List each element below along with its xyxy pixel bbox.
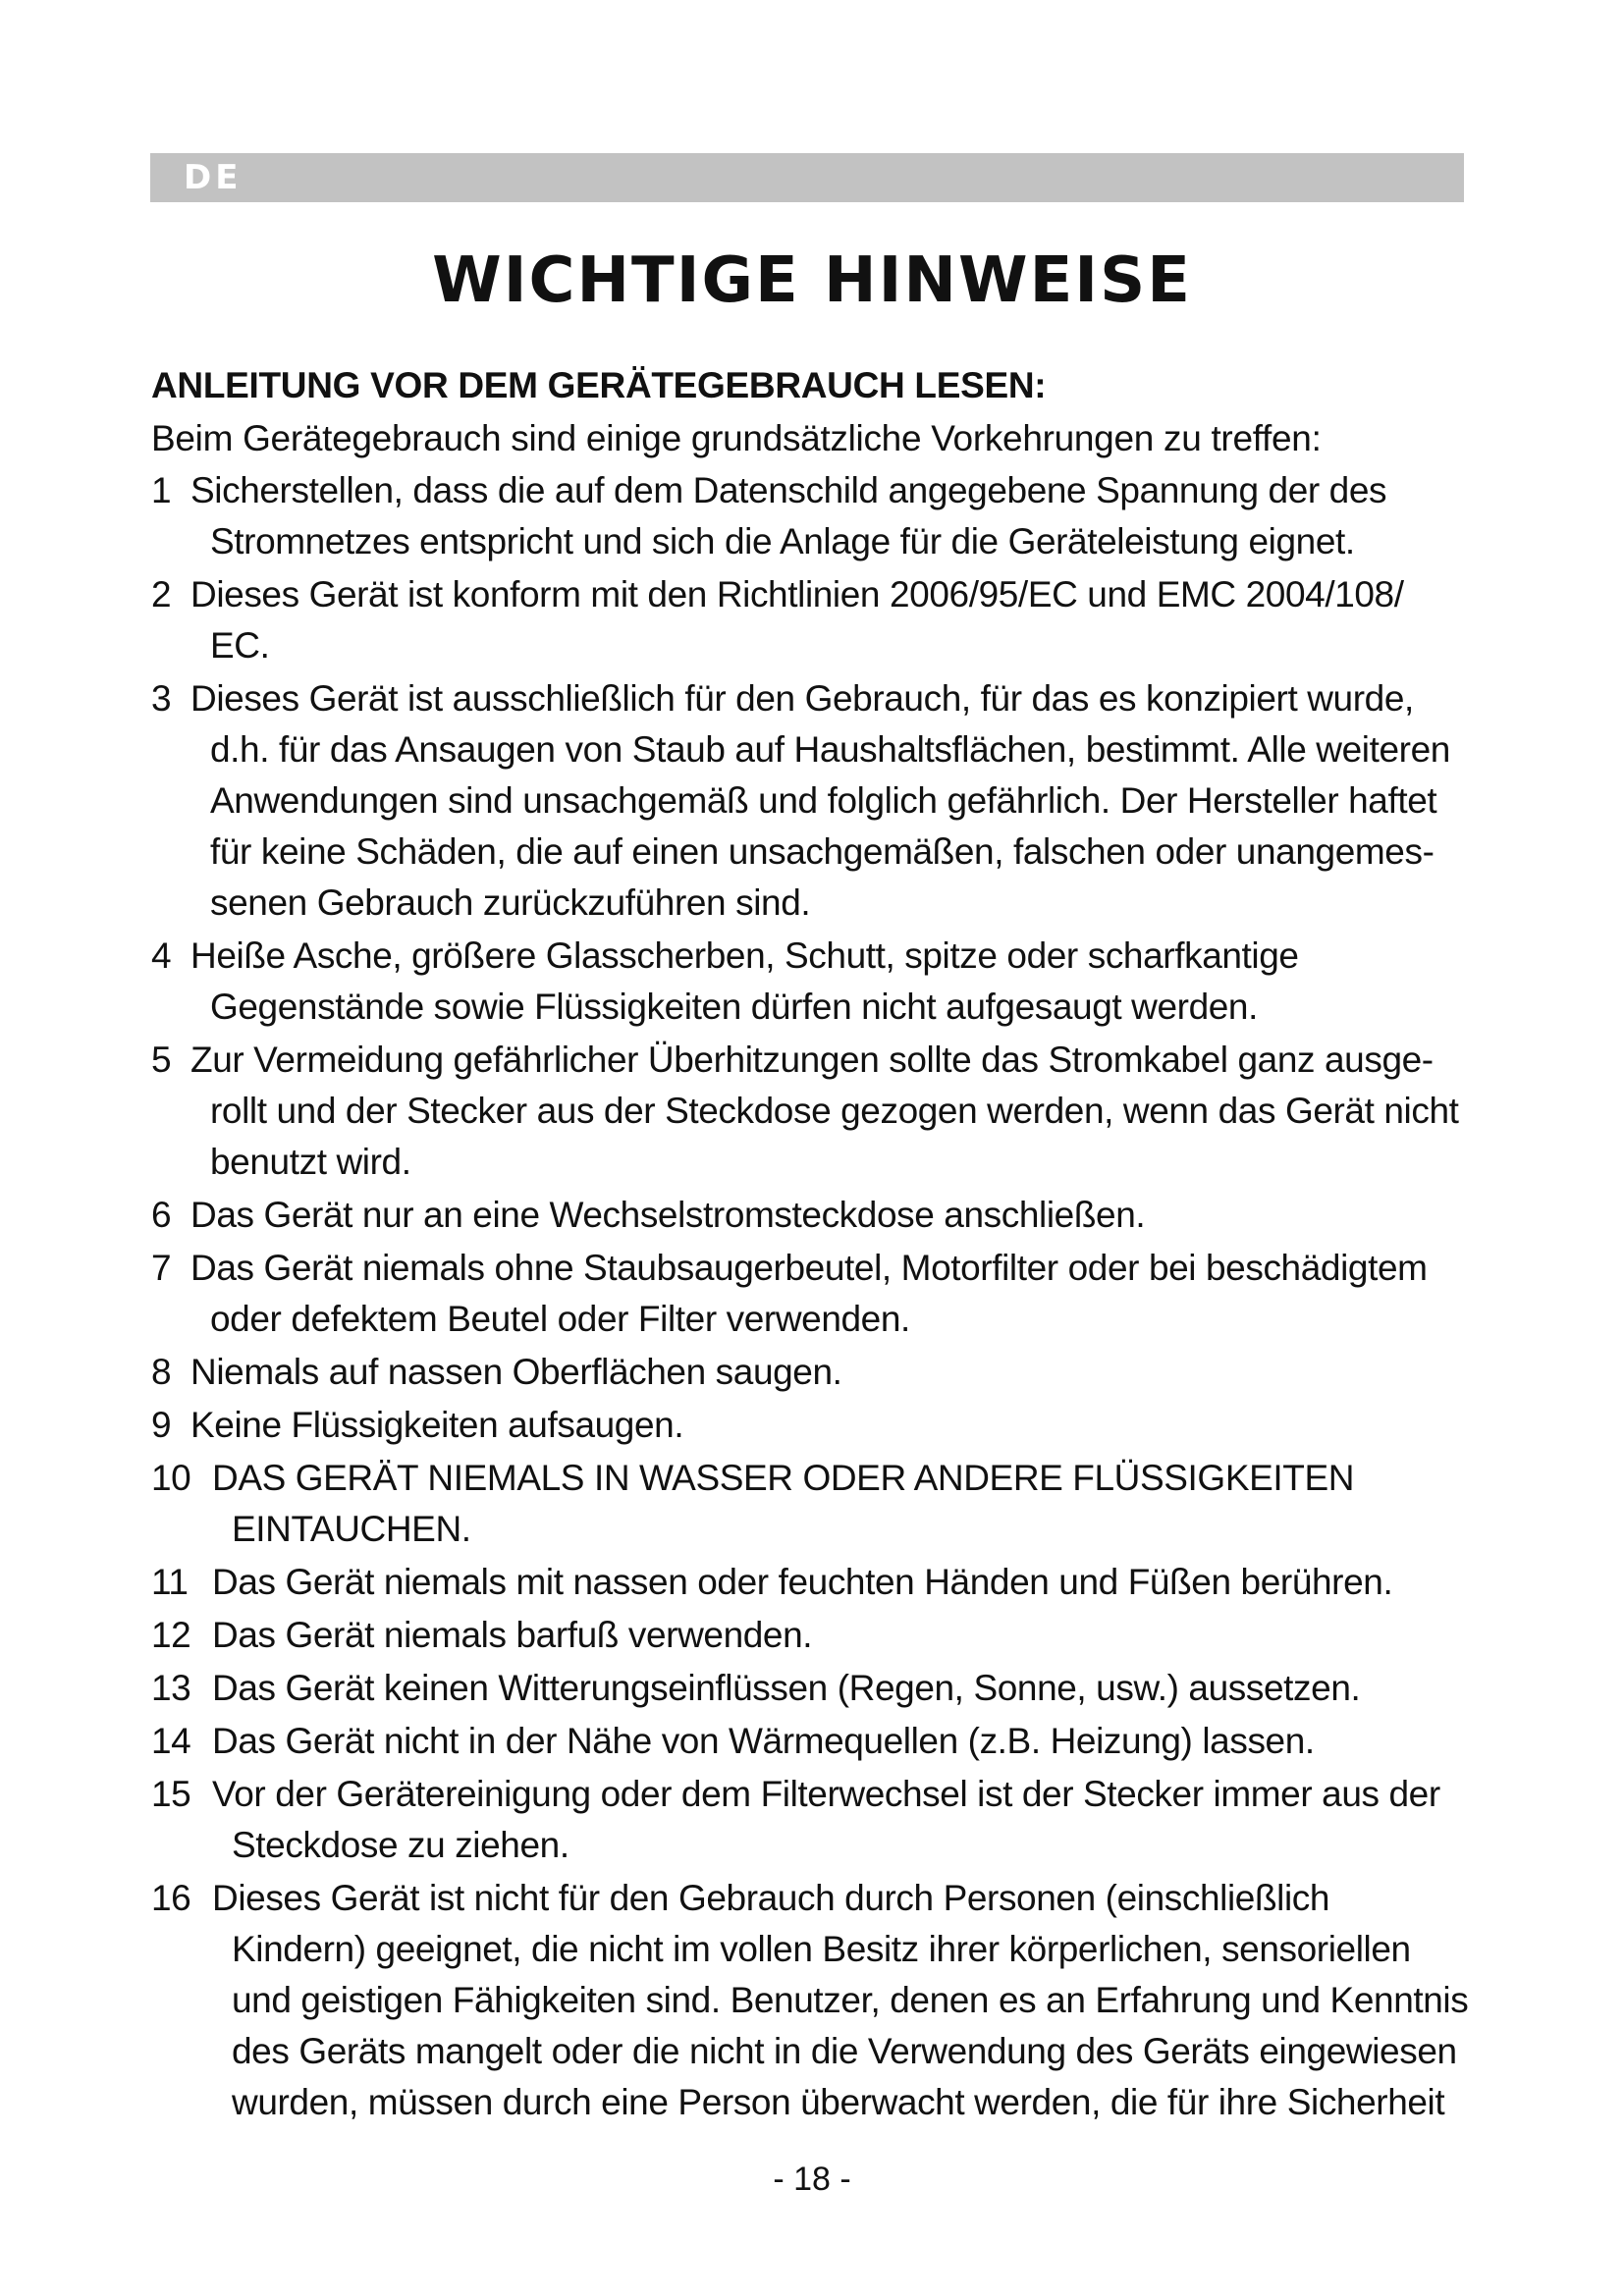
list-item	[151, 1347, 1487, 1400]
item-line: Niemals auf nassen Oberflächen saugen.	[190, 1352, 842, 1392]
intro-paragraph: Beim Gerätegebrauch sind einige grundsätzliche Vorkehrungen zu treffen:	[151, 418, 1322, 458]
item-line: rollt und der Stecker aus der Steckdose gezogen werden, wenn das Gerät nicht	[210, 1091, 1459, 1131]
item-number: 5	[151, 1040, 172, 1080]
item-line: EINTAUCHEN.	[232, 1509, 471, 1549]
item-line: Das Gerät keinen Witterungseinflüssen (Regen, Sonne, usw.) aussetzen.	[212, 1668, 1361, 1708]
item-number: 2	[151, 574, 172, 614]
item-line: Dieses Gerät ist nicht für den Gebrauch durch Personen (einschließlich	[212, 1878, 1330, 1918]
list-item	[151, 1243, 1487, 1347]
item-line: Vor der Gerätereinigung oder dem Filterwechsel ist der Stecker immer aus der	[212, 1774, 1440, 1814]
item-line: Das Gerät niemals mit nassen oder feuchten Händen und Füßen berühren.	[212, 1562, 1393, 1602]
item-line: Das Gerät niemals barfuß verwenden.	[212, 1615, 813, 1655]
item-number: 13	[151, 1668, 191, 1708]
item-text	[212, 1453, 1487, 1555]
item-number: 6	[151, 1195, 172, 1235]
item-number: 16	[151, 1878, 191, 1918]
item-number: 12	[151, 1615, 191, 1655]
document-body	[151, 359, 1487, 2130]
item-text	[190, 1243, 1487, 1345]
item-line: oder defektem Beutel oder Filter verwenden.	[210, 1299, 910, 1339]
item-text	[212, 1873, 1487, 2128]
page-title: WICHTIGE HINWEISE	[432, 244, 1192, 317]
item-line: und geistigen Fähigkeiten sind. Benutzer, denen es an Erfahrung und Kenntnis	[232, 1980, 1469, 2020]
item-line: Gegenstände sowie Flüssigkeiten dürfen nicht aufgesaugt werden.	[210, 987, 1258, 1027]
item-line: DAS GERÄT NIEMALS IN WASSER ODER ANDERE FLÜSSIGKEITEN	[212, 1458, 1355, 1498]
list-item	[151, 1400, 1487, 1453]
item-text	[212, 1663, 1487, 1714]
list-item	[151, 1663, 1487, 1716]
item-text	[212, 1610, 1487, 1661]
list-item	[151, 673, 1487, 931]
item-number: 8	[151, 1352, 172, 1392]
item-text	[190, 465, 1487, 567]
item-number: 10	[151, 1458, 191, 1498]
item-text	[212, 1557, 1487, 1608]
item-line: Anwendungen sind unsachgemäß und folglich gefährlich. Der Hersteller haftet	[210, 780, 1437, 821]
item-line: Steckdose zu ziehen.	[232, 1825, 569, 1865]
item-line: Dieses Gerät ist ausschließlich für den Gebrauch, für das es konzipiert wurde,	[190, 678, 1414, 719]
list-item	[151, 1716, 1487, 1769]
language-code: DE	[184, 158, 243, 197]
item-line: Keine Flüssigkeiten aufsaugen.	[190, 1405, 684, 1445]
item-number: 14	[151, 1721, 191, 1761]
safety-instructions-list	[151, 465, 1487, 2130]
item-line: Das Gerät niemals ohne Staubsaugerbeutel, Motorfilter oder bei beschädigtem	[190, 1248, 1428, 1288]
list-item	[151, 1035, 1487, 1190]
item-line: Stromnetzes entspricht und sich die Anlage für die Geräteleistung eignet.	[210, 521, 1355, 561]
item-line: wurden, müssen durch eine Person überwacht werden, die für ihre Sicherheit	[232, 2082, 1445, 2122]
list-item	[151, 931, 1487, 1035]
language-bar	[150, 153, 1464, 202]
list-item	[151, 1769, 1487, 1873]
item-number: 9	[151, 1405, 172, 1445]
item-line: benutzt wird.	[210, 1142, 411, 1182]
item-line: EC.	[210, 625, 270, 666]
list-item	[151, 1190, 1487, 1243]
item-number: 3	[151, 678, 172, 719]
item-line: d.h. für das Ansaugen von Staub auf Haushaltsflächen, bestimmt. Alle weiteren	[210, 729, 1450, 770]
item-text	[190, 1190, 1487, 1241]
item-line: Das Gerät nicht in der Nähe von Wärmequellen (z.B. Heizung) lassen.	[212, 1721, 1315, 1761]
item-number: 7	[151, 1248, 172, 1288]
list-item	[151, 1873, 1487, 2130]
list-item	[151, 1610, 1487, 1663]
item-number: 11	[151, 1562, 189, 1602]
item-number: 4	[151, 935, 172, 976]
list-item	[151, 1453, 1487, 1557]
item-line: senen Gebrauch zurückzuführen sind.	[210, 882, 811, 923]
item-line: Kindern) geeignet, die nicht im vollen Besitz ihrer körperlichen, sensoriellen	[232, 1929, 1411, 1969]
section-heading: ANLEITUNG VOR DEM GERÄTEGEBRAUCH LESEN:	[151, 365, 1047, 405]
item-line: Dieses Gerät ist konform mit den Richtlinien 2006/95/EC und EMC 2004/108/	[190, 574, 1404, 614]
item-number: 15	[151, 1774, 191, 1814]
item-text	[190, 931, 1487, 1033]
item-text	[212, 1769, 1487, 1871]
item-text	[190, 1035, 1487, 1188]
item-text	[190, 673, 1487, 929]
item-line: Sicherstellen, dass die auf dem Datenschild angegebene Spannung der des	[190, 470, 1387, 510]
item-line: Das Gerät nur an eine Wechselstromsteckdose anschließen.	[190, 1195, 1146, 1235]
item-line: des Geräts mangelt oder die nicht in die Verwendung des Geräts eingewiesen	[232, 2031, 1457, 2071]
item-number: 1	[151, 470, 172, 510]
item-line: Zur Vermeidung gefährlicher Überhitzungen sollte das Stromkabel ganz ausge-	[190, 1040, 1434, 1080]
page-number: - 18 -	[773, 2161, 851, 2198]
item-line: Heiße Asche, größere Glasscherben, Schutt, spitze oder scharfkantige	[190, 935, 1299, 976]
item-text	[190, 569, 1487, 671]
list-item	[151, 1557, 1487, 1610]
list-item	[151, 569, 1487, 673]
item-line: für keine Schäden, die auf einen unsachgemäßen, falschen oder unangemes-	[210, 831, 1435, 872]
list-item	[151, 465, 1487, 569]
item-text	[212, 1716, 1487, 1767]
item-text	[190, 1347, 1487, 1398]
item-text	[190, 1400, 1487, 1451]
